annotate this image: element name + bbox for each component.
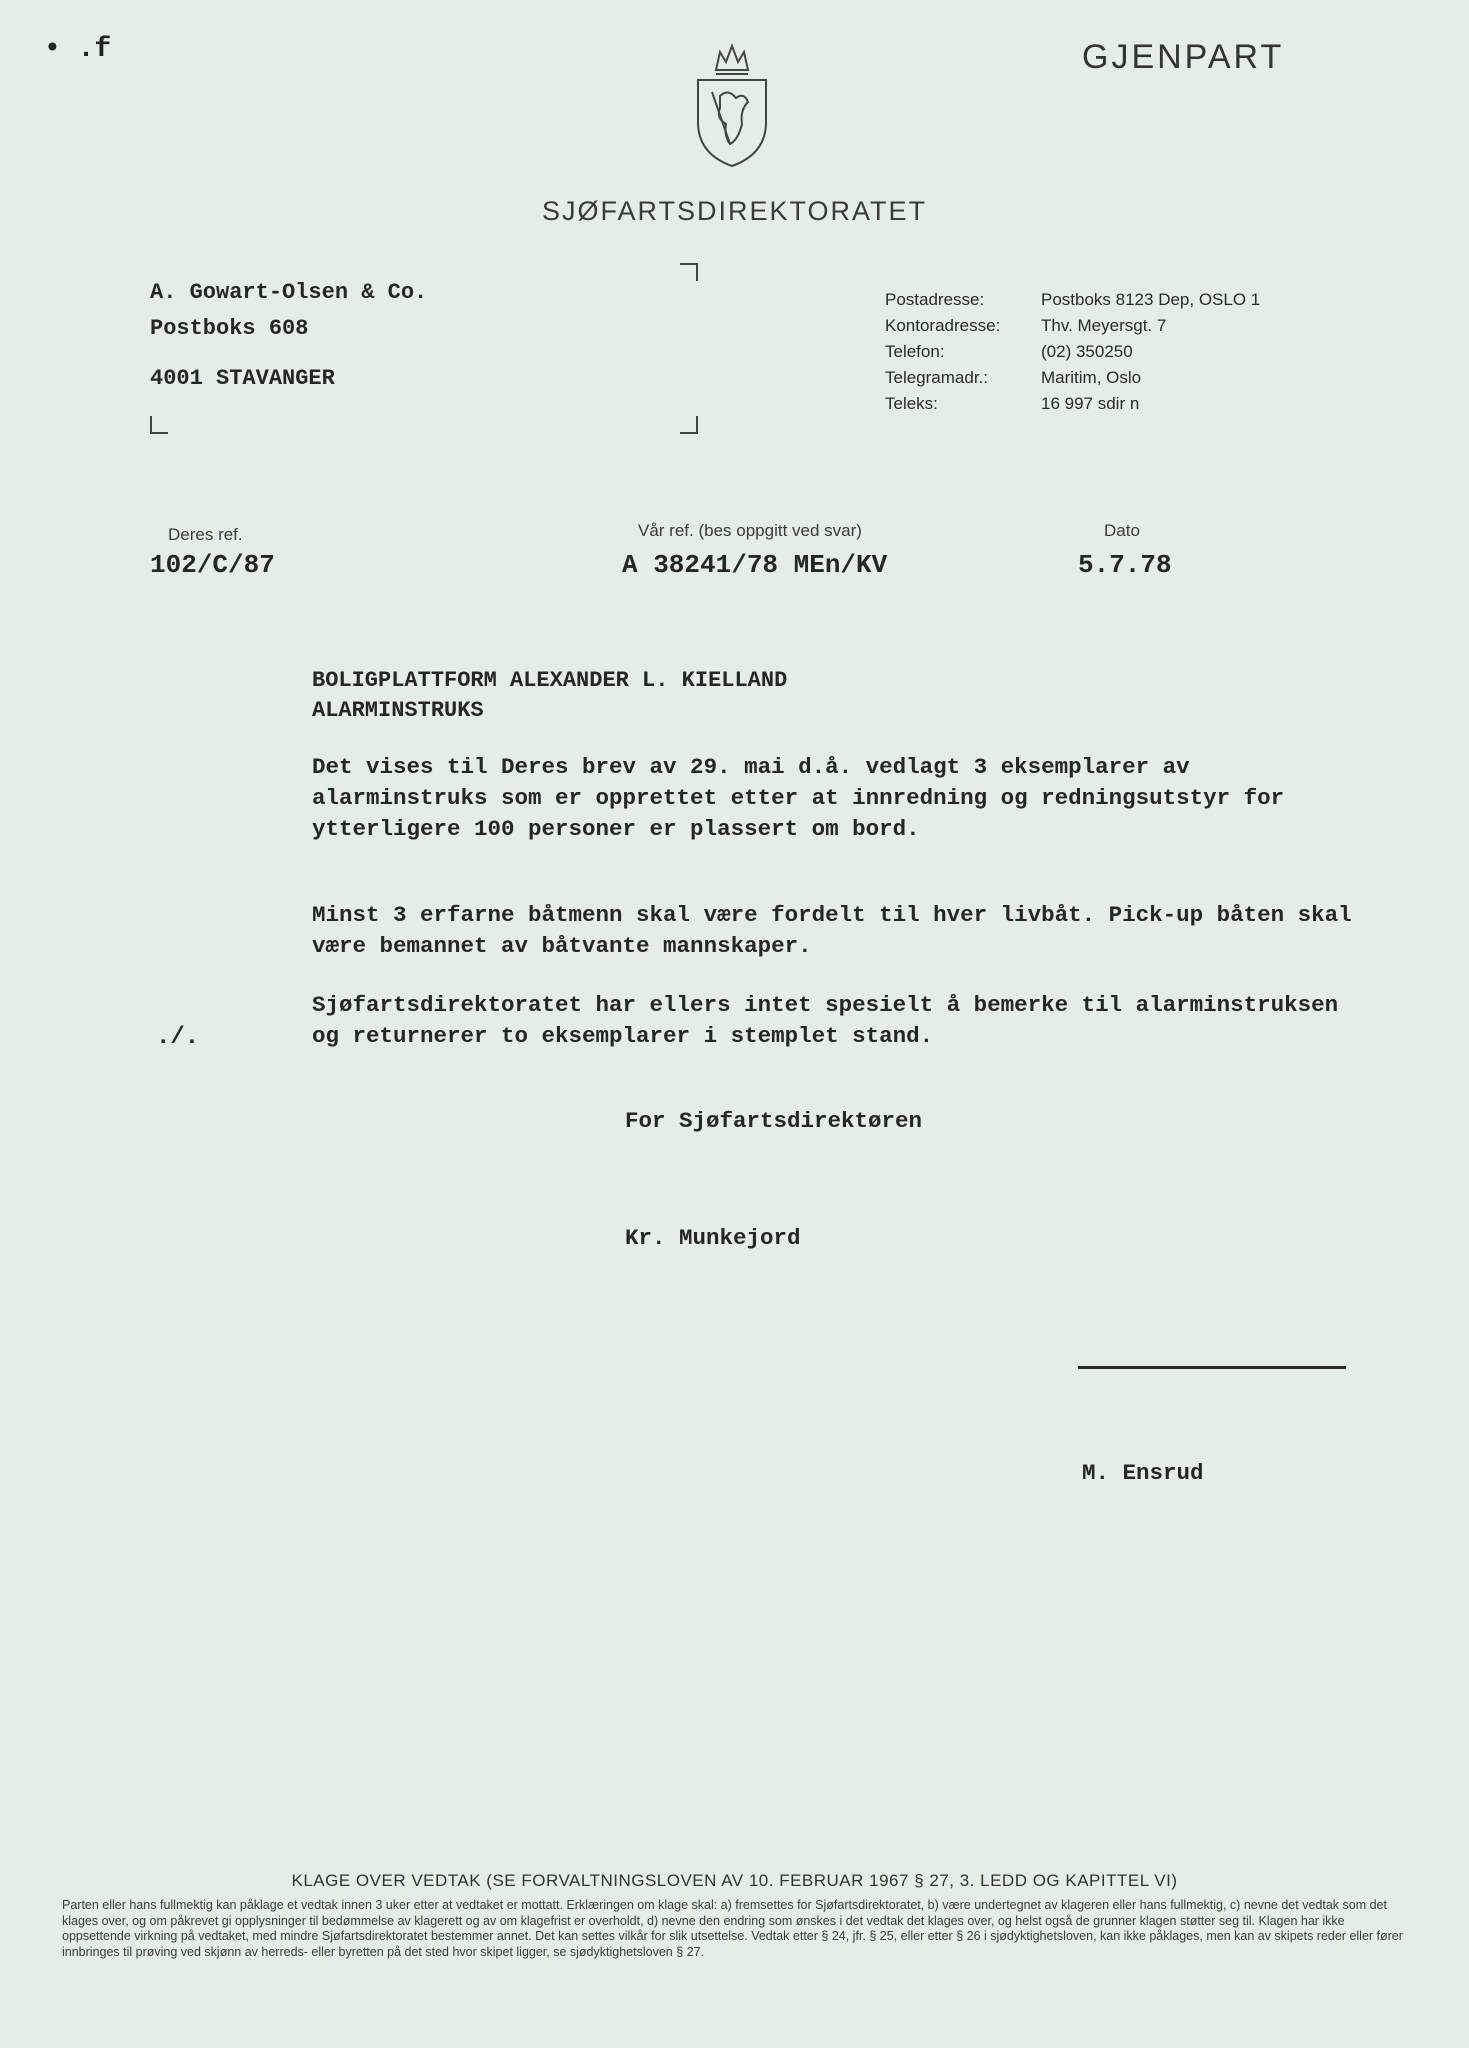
subject-line-1: BOLIGPLATTFORM ALEXANDER L. KIELLAND <box>312 668 788 693</box>
recipient-address <box>150 275 427 397</box>
contact-row-postadresse <box>885 290 1325 316</box>
contact-value: Thv. Meyersgt. 7 <box>1041 316 1167 335</box>
deres-ref-label: Deres ref. <box>168 525 243 544</box>
agency-name: SJØFARTSDIREKTORATET <box>541 196 928 226</box>
contact-label: Teleks: <box>885 394 938 413</box>
contact-value: (02) 350250 <box>1041 342 1133 361</box>
contact-info <box>885 290 1325 420</box>
deres-ref-value: 102/C/87 <box>150 550 275 580</box>
var-ref-label: Vår ref. (bes oppgitt ved svar) <box>638 521 862 540</box>
body-paragraph-3: Sjøfartsdirektoratet har ellers intet spesielt å bemerke til alarminstruksen og returnerer to eksemplarer i stemplet stand. <box>312 992 1339 1049</box>
contact-label: Telegramadr.: <box>885 368 988 387</box>
contact-row-kontoradresse <box>885 316 1325 342</box>
address-corner-bottom-left <box>150 416 168 434</box>
contact-row-telegramadr <box>885 368 1325 394</box>
gjenpart-stamp: GJENPART <box>1082 38 1285 76</box>
contact-row-telefon <box>885 342 1325 368</box>
dato-label: Dato <box>1104 521 1140 540</box>
enclosure-mark: ./. <box>156 1024 200 1051</box>
body-paragraph-1: Det vises til Deres brev av 29. mai d.å. vedlagt 3 eksemplarer av alarminstruks som er opprettet etter at innredning og redningsutstyr for ytterligere 100 personer er plassert om bord. <box>312 754 1285 842</box>
contact-label: Postadresse: <box>885 290 985 309</box>
subject-line-2: ALARMINSTRUKS <box>312 698 484 723</box>
recipient-line-3: 4001 STAVANGER <box>150 366 335 391</box>
body-paragraph-2: Minst 3 erfarne båtmenn skal være fordelt til hver livbåt. Pick-up båten skal være bemannet av båtvante mannskaper. <box>312 902 1352 959</box>
recipient-line-2: Postboks 608 <box>150 316 309 341</box>
contact-label: Telefon: <box>885 342 945 361</box>
signature-line <box>1078 1366 1346 1369</box>
footer-text: Parten eller hans fullmektig kan påklage et vedtak innen 3 uker etter at vedtaket er mottatt. Erklæringen om klage skal: a) fremsettes for Sjøfartsdirektoratet, b) være undertegnet av klageren eller hans fullmektig, c) nevne det vedtak som det klages over, og om påkrevet gi opplysninger til bedømmelse av klagerett og av om klagefrist er overholdt, d) nevne den endring som ønskes i det vedtak det klages over, og helst også de grunner klagen støtter seg til. Klagen har ikke oppsettende virkning på vedtaket, med mindre Sjøfartsdirektoratet bestemmer annet. Det kan settes vilkår for slik utsettelse. Vedtak etter § 24, jfr. § 25, eller etter § 26 i sjødyktighetsloven, kan ikke påklages, men kan av skipets reder eller fører innbringes til prøving ved skjønn av herreds- eller byretten på det sted hvor skipet ligger, se sjødyktighetsloven § 27. <box>62 1898 1403 1959</box>
contact-row-teleks <box>885 394 1325 420</box>
var-ref-value: A 38241/78 MEn/KV <box>622 550 888 580</box>
contact-label: Kontoradresse: <box>885 316 1001 335</box>
recipient-line-1: A. Gowart-Olsen & Co. <box>150 280 428 305</box>
top-marks: • .f <box>44 34 112 65</box>
contact-value: Maritim, Oslo <box>1041 368 1142 387</box>
signature-for-line: For Sjøfartsdirektøren <box>625 1108 923 1134</box>
address-corner-bottom-right <box>680 416 698 434</box>
signature-name-2: M. Ensrud <box>1082 1460 1204 1486</box>
signature-name-1: Kr. Munkejord <box>625 1225 801 1251</box>
footer-title: KLAGE OVER VEDTAK (SE FORVALTNINGSLOVEN AV 10. FEBRUAR 1967 § 27, 3. LEDD OG KAPITTEL VI) <box>291 1871 1178 1890</box>
contact-value: Postboks 8123 Dep, OSLO 1 <box>1041 290 1261 309</box>
contact-value: 16 997 sdir n <box>1041 394 1140 413</box>
subject <box>312 666 787 726</box>
coat-of-arms-icon <box>690 40 774 170</box>
dato-value: 5.7.78 <box>1078 550 1172 580</box>
address-corner-top-right <box>680 263 698 281</box>
